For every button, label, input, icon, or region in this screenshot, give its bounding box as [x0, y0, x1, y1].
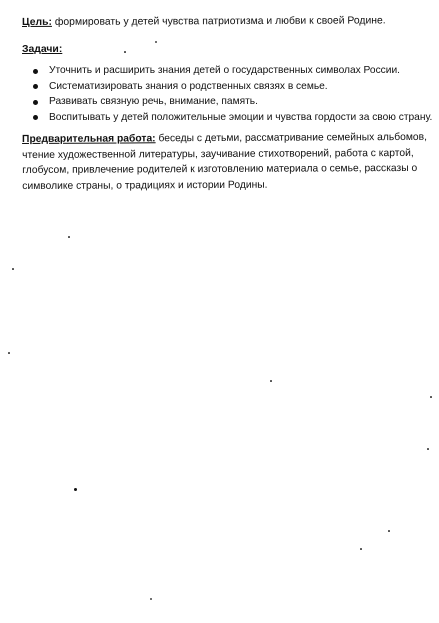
preliminary-work-text: беседы с детьми, рассматривание семейных альбомов, чтение художественной литературы, заучивание стихотворений, работа с картой, глобусом, привлечение родителей к изготовлению материала о семье, рассказы о символике страны, о традициях и истории Родины. — [22, 131, 427, 192]
task-text: Уточнить и расширить знания детей о государственных символах России. — [49, 65, 400, 76]
bullet-icon — [33, 100, 38, 105]
scan-speck — [427, 448, 429, 450]
scan-speck — [430, 396, 432, 398]
bullet-icon — [33, 69, 38, 74]
scan-speck — [360, 548, 362, 550]
scan-speck — [155, 41, 157, 43]
tasks-heading: Задачи: — [22, 44, 63, 55]
goal-paragraph — [22, 14, 434, 29]
scan-speck — [68, 236, 70, 238]
scan-speck — [150, 598, 152, 600]
list-item — [30, 96, 435, 112]
bullet-icon — [33, 84, 38, 89]
task-text: Систематизировать знания о родственных связях в семье. — [49, 80, 328, 92]
list-item — [30, 65, 435, 81]
bullet-icon — [33, 115, 38, 120]
list-item — [30, 81, 435, 97]
preliminary-work-paragraph — [22, 130, 434, 194]
task-text: Воспитывать у детей положительные эмоции и чувства гордости за свою страну. — [49, 111, 433, 123]
task-text: Развивать связную речь, внимание, память. — [49, 96, 258, 107]
scan-speck — [388, 530, 390, 532]
goal-label: Цель: — [21, 16, 52, 28]
scan-speck — [74, 488, 77, 491]
scan-speck — [12, 268, 14, 270]
scan-speck — [270, 380, 272, 382]
list-item — [30, 112, 435, 128]
goal-text: формировать у детей чувства патриотизма и любви к своей Родине. — [54, 15, 386, 28]
preliminary-work-label: Предварительная работа: — [22, 133, 156, 145]
scan-speck — [124, 51, 126, 53]
scan-speck — [8, 352, 10, 354]
task-list — [30, 65, 435, 127]
